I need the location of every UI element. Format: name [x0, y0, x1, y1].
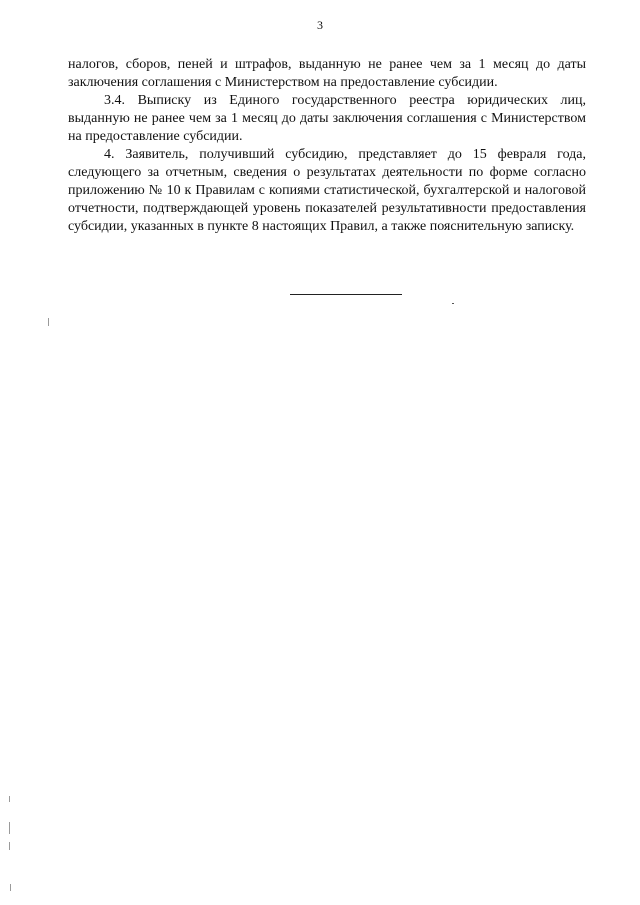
scan-speck [48, 318, 49, 326]
paragraph-continuation: налогов, сборов, пеней и штрафов, выданную не ранее чем за 1 месяц до даты заключения соглашения с Министерством на предоставление субсидии. [68, 57, 586, 90]
document-body [68, 56, 586, 236]
paragraph-4: 4. Заявитель, получивший субсидию, представляет до 15 февраля года, следующего за отчетным, сведения о результатах деятельности по форме согласно приложению № 10 к Правилам с копиями статистической, бухгалтерской и налоговой отчетности, подтверждающей уровень показателей результативности предоставления субсидии, указанных в пункте 8 настоящих Правил, а также пояснительную записку. [68, 147, 586, 234]
scan-speck [10, 884, 11, 891]
page-number: 3 [317, 18, 323, 32]
scan-speck [452, 303, 454, 304]
scan-speck [9, 822, 10, 834]
end-separator-line [290, 294, 402, 295]
paragraph-3-4: 3.4. Выписку из Единого государственного реестра юридических лиц, выданную не ранее чем за 1 месяц до даты заключения соглашения с Министерством на предоставление субсидии. [68, 93, 586, 144]
scan-speck [9, 796, 10, 802]
scan-speck [9, 842, 10, 850]
